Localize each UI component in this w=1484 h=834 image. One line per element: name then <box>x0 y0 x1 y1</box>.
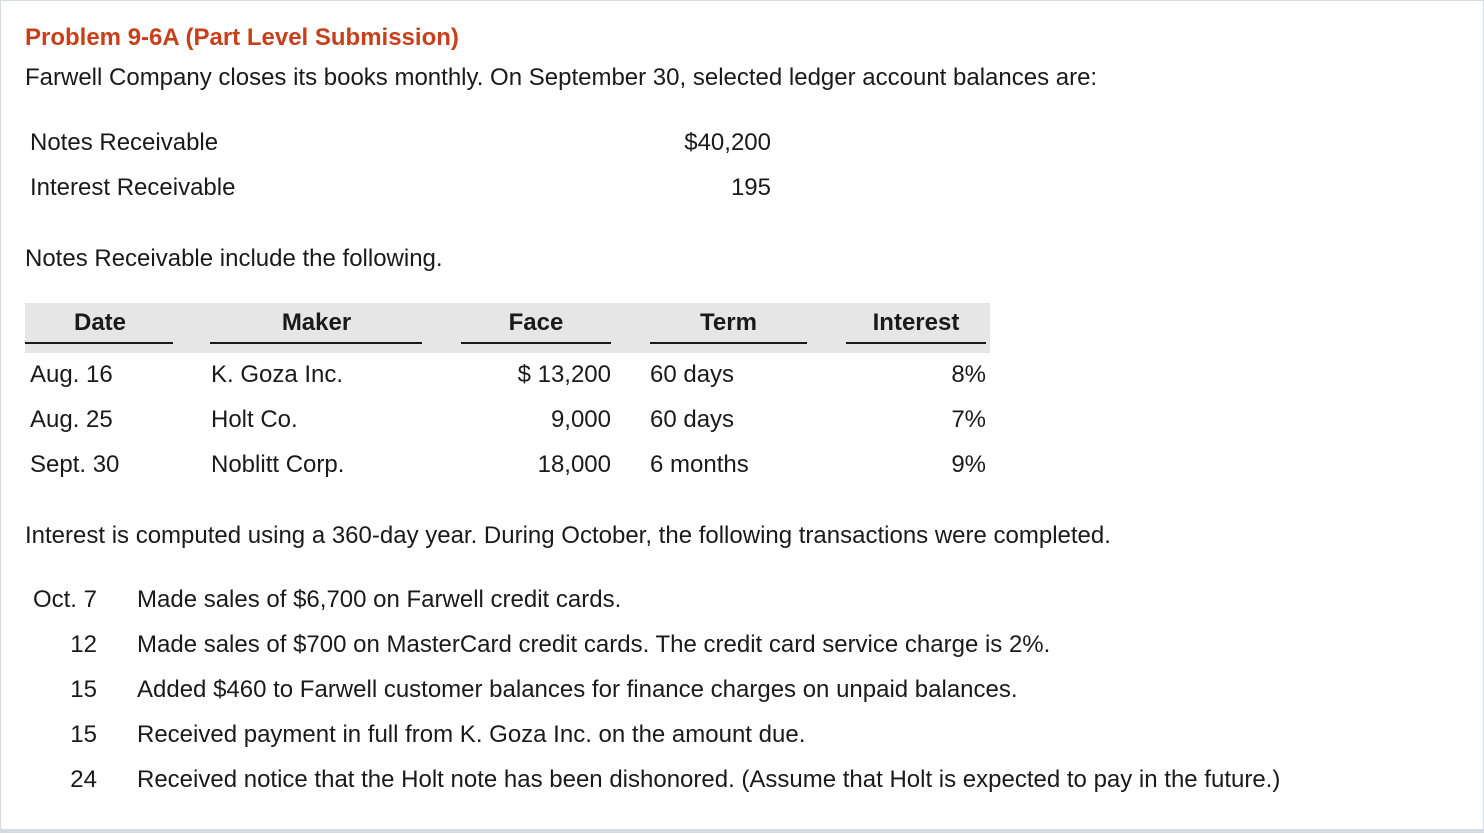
header-underline <box>650 342 807 344</box>
header-underline <box>210 342 422 344</box>
header-interest: Interest <box>872 309 960 336</box>
transaction-date: 24 <box>70 766 97 793</box>
transaction-text: Made sales of $6,700 on Farwell credit cards. <box>137 586 622 613</box>
cell-face: 18,000 <box>537 451 611 478</box>
problem-title: Problem 9-6A (Part Level Submission) <box>25 24 459 51</box>
balance-label: Interest Receivable <box>30 174 236 201</box>
cell-date: Aug. 16 <box>30 361 113 388</box>
intro-text: Farwell Company closes its books monthly. On September 30, selected ledger account balances are: <box>25 64 1098 91</box>
cell-term: 6 months <box>650 451 749 478</box>
transaction-date: 15 <box>70 676 97 703</box>
cell-term: 60 days <box>650 406 735 433</box>
cell-interest: 9% <box>951 451 986 478</box>
cell-face: 9,000 <box>550 406 611 433</box>
header-underline <box>846 342 986 344</box>
transaction-text: Received payment in full from K. Goza Inc. on the amount due. <box>137 721 806 748</box>
cell-face: $ 13,200 <box>517 361 611 388</box>
balance-label: Notes Receivable <box>30 129 219 156</box>
cell-interest: 7% <box>951 406 986 433</box>
cell-interest: 8% <box>951 361 986 388</box>
header-face: Face <box>508 309 564 336</box>
transaction-text: Added $460 to Farwell customer balances for finance charges on unpaid balances. <box>137 676 1018 703</box>
cell-date: Aug. 25 <box>30 406 113 433</box>
header-underline <box>25 342 173 344</box>
cell-date: Sept. 30 <box>30 451 120 478</box>
transaction-text: Received notice that the Holt note has been dishonored. (Assume that Holt is expected to pay in the future.) <box>137 766 1281 793</box>
cell-maker: Noblitt Corp. <box>211 451 345 478</box>
cell-term: 60 days <box>650 361 735 388</box>
header-term: Term <box>700 309 757 336</box>
header-underline <box>461 342 611 344</box>
transaction-date: 12 <box>70 631 97 658</box>
notes-intro: Notes Receivable include the following. <box>25 245 443 272</box>
transaction-text: Made sales of $700 on MasterCard credit cards. The credit card service charge is 2%. <box>137 631 1051 658</box>
transaction-date: Oct. 7 <box>32 586 97 613</box>
interest-note: Interest is computed using a 360-day year. During October, the following transactions were completed. <box>25 522 1111 549</box>
header-date: Date <box>73 309 127 336</box>
transaction-date: 15 <box>70 721 97 748</box>
balance-value: $40,200 <box>684 129 771 156</box>
cell-maker: Holt Co. <box>211 406 298 433</box>
header-maker: Maker <box>281 309 352 336</box>
cell-maker: K. Goza Inc. <box>211 361 344 388</box>
balance-value: 195 <box>730 174 771 201</box>
